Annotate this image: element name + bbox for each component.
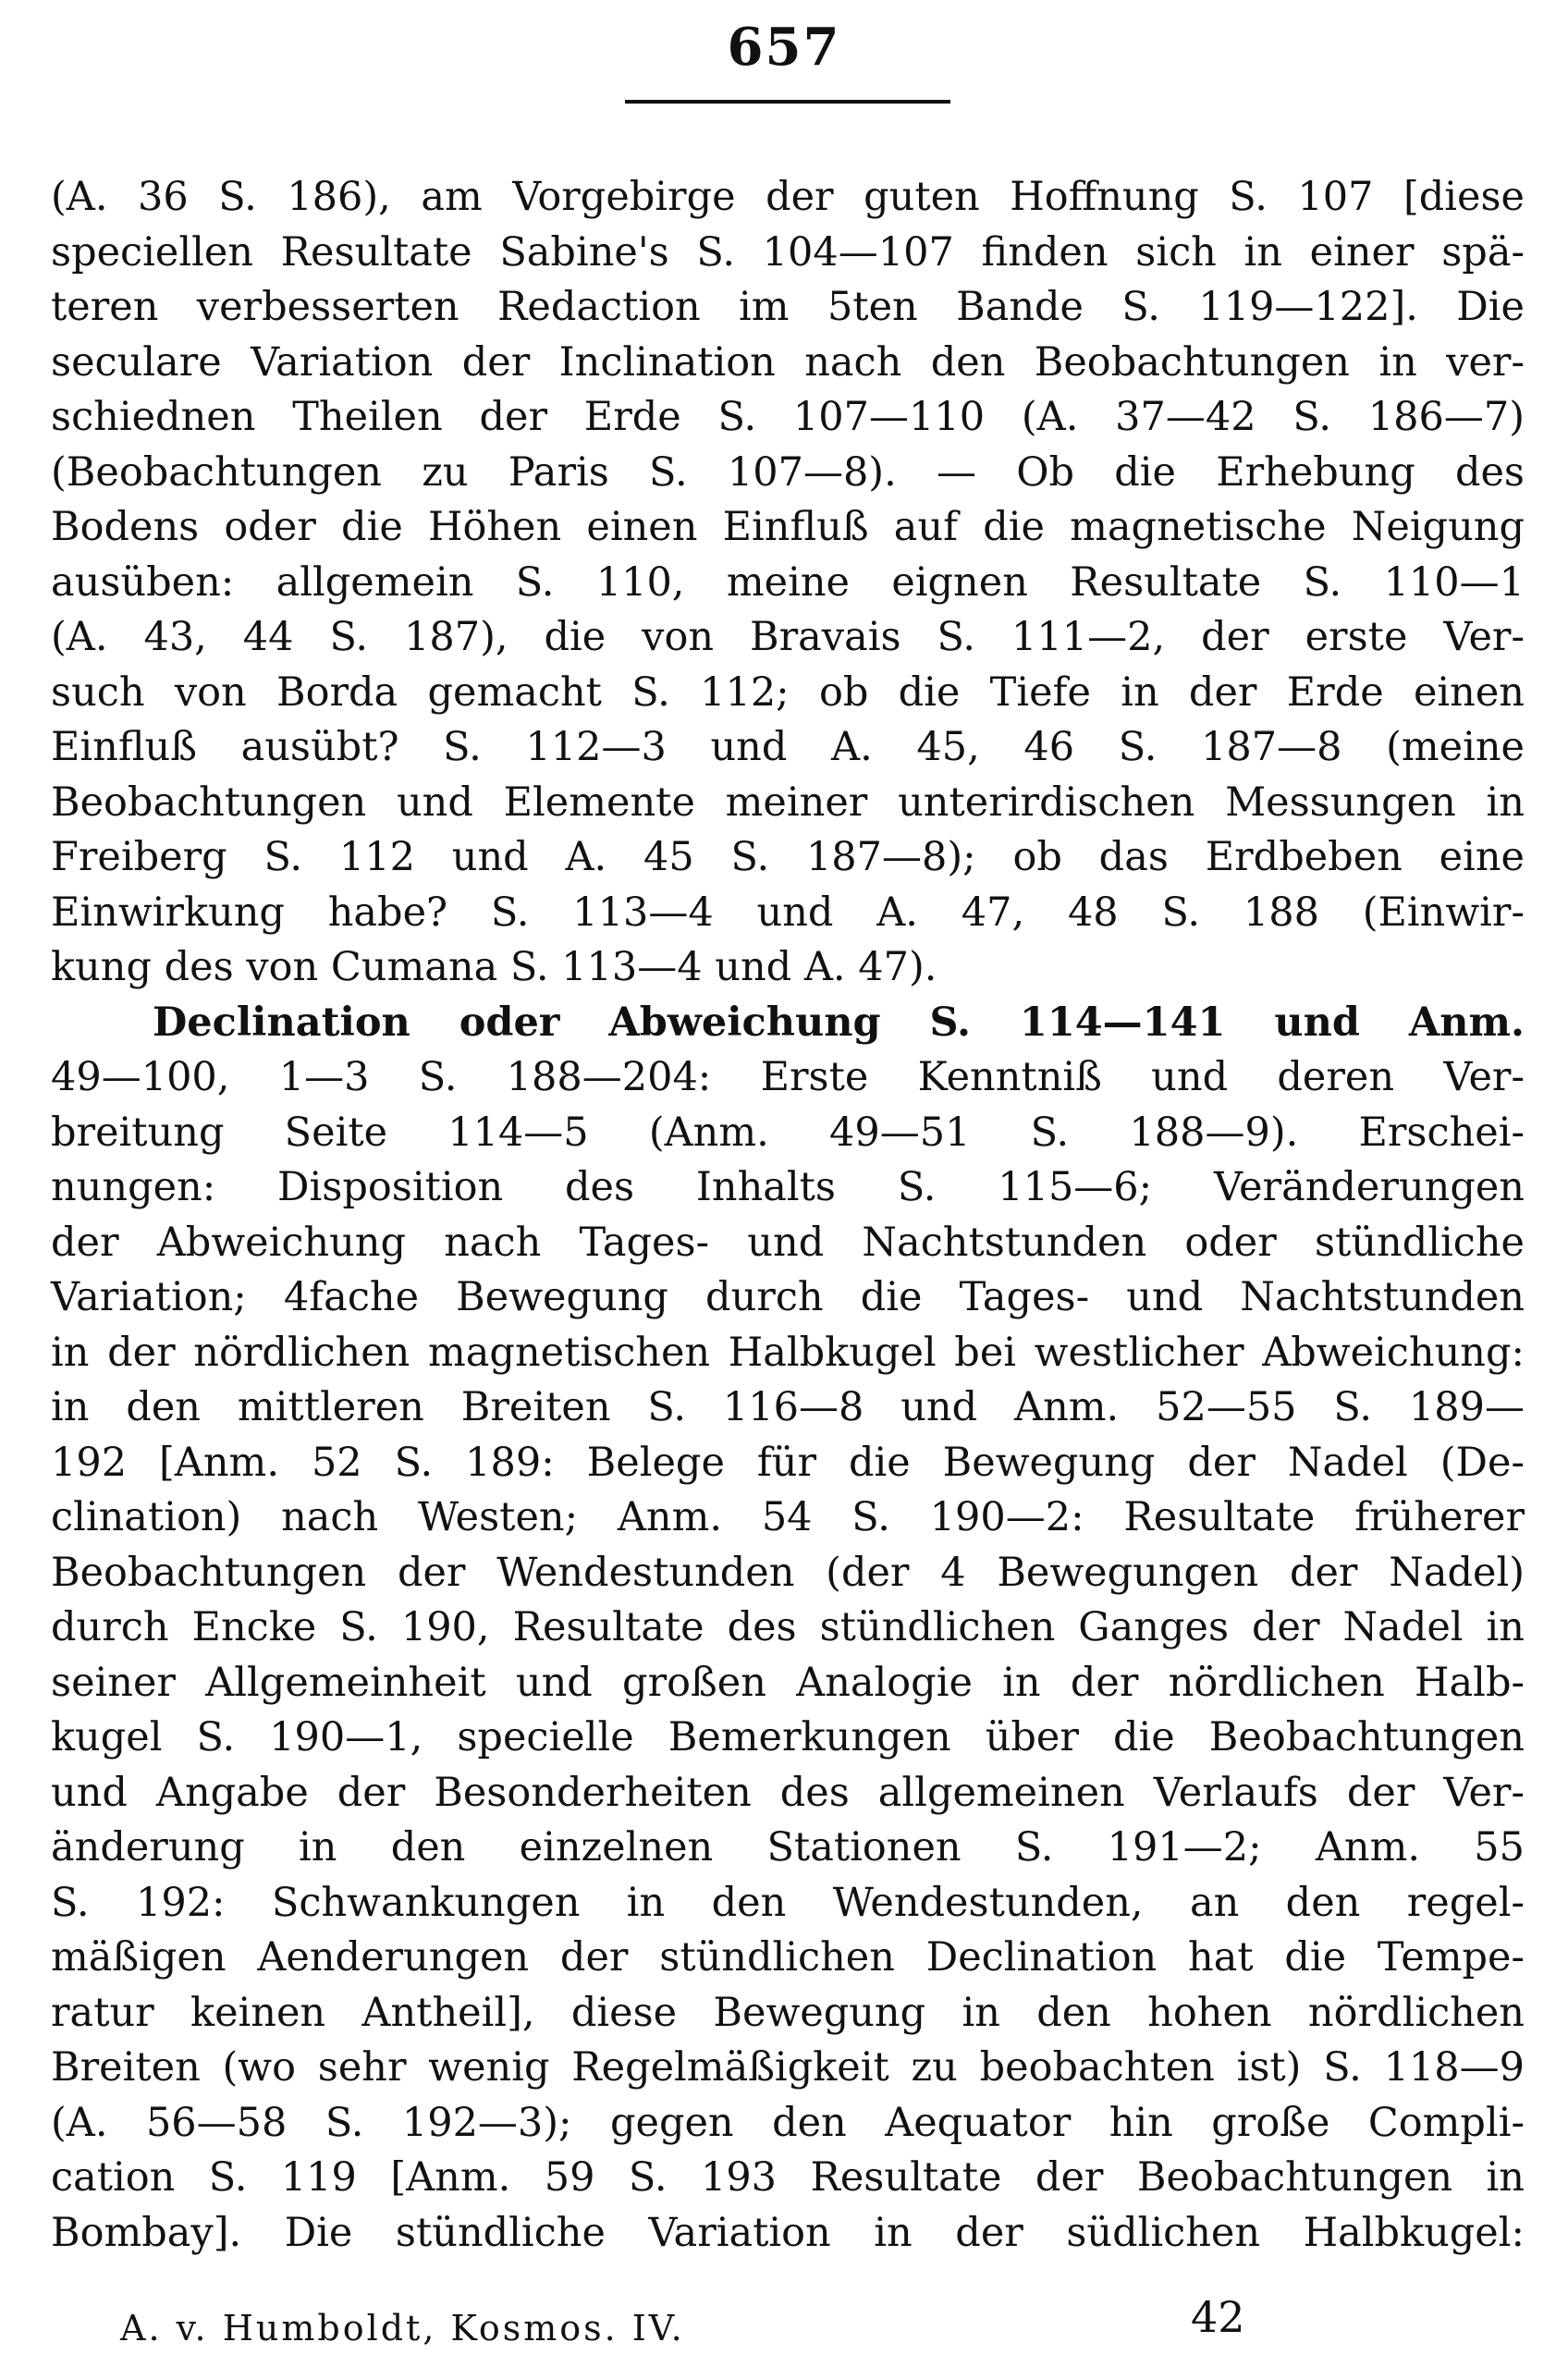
body-text xyxy=(51,170,1525,2261)
text-line: speciellen Resultate Sabine's S. 104—107 finden sich in einer spä- xyxy=(51,228,1525,276)
text-line: kugel S. 190—1, specielle Bemerkungen über die Beobachtungen xyxy=(51,1714,1525,1760)
text-line: Einfluß ausübt? S. 112—3 und A. 45, 46 S. 187—8 (meine xyxy=(51,724,1525,770)
text-line: Breiten (wo sehr wenig Regelmäßigkeit zu beobachten ist) S. 118—9 xyxy=(51,2044,1525,2091)
text-line: (Beobachtungen zu Paris S. 107—8). — Ob die Erhebung des xyxy=(51,448,1525,496)
text-line: Beobachtungen und Elemente meiner unterirdischen Messungen in xyxy=(51,779,1525,826)
text-line: kung des von Cumana S. 113—4 und A. 47). xyxy=(51,944,937,990)
text-line: in den mittleren Breiten S. 116—8 und Anm. 52—55 S. 189— xyxy=(51,1384,1525,1430)
text-line: Variation; 4fache Bewegung durch die Tages- und Nachtstunden xyxy=(51,1274,1525,1320)
text-line: teren verbesserten Redaction im 5ten Bande S. 119—122]. Die xyxy=(51,284,1525,330)
text-line: Bombay]. Die stündliche Variation in der südlichen Halbkugel: xyxy=(51,2209,1525,2256)
text-line: breitung Seite 114—5 (Anm. 49—51 S. 188—9). Erschei- xyxy=(51,1109,1525,1156)
text-line: der Abweichung nach Tages- und Nachtstunden oder stündliche xyxy=(51,1219,1525,1266)
text-line: Bodens oder die Höhen einen Einfluß auf die magnetische Neigung xyxy=(51,504,1525,550)
text-line: mäßigen Aenderungen der stündlichen Declination hat die Tempe- xyxy=(51,1934,1525,1981)
text-line: 49—100, 1—3 S. 188—204: Erste Kenntniß und deren Ver- xyxy=(51,1054,1525,1100)
text-line: Beobachtungen der Wendestunden (der 4 Bewegungen der Nadel) xyxy=(51,1549,1525,1596)
text-line: 192 [Anm. 52 S. 189: Belege für die Bewegung der Nadel (De- xyxy=(51,1439,1525,1486)
page-number: 657 xyxy=(727,17,841,78)
text-line: änderung in den einzelnen Stationen S. 191—2; Anm. 55 xyxy=(51,1824,1525,1870)
header-rule xyxy=(625,100,950,104)
text-line: (A. 56—58 S. 192—3); gegen den Aequator hin große Compli- xyxy=(51,2099,1525,2146)
text-line: such von Borda gemacht S. 112; ob die Tiefe in der Erde einen xyxy=(51,668,1525,716)
text-line: cation S. 119 [Anm. 59 S. 193 Resultate der Beobachtungen in xyxy=(51,2154,1525,2201)
sheet-number: 42 xyxy=(1191,2292,1245,2342)
signature-mark: A. v. Humboldt, Kosmos. IV. xyxy=(120,2308,685,2349)
section-heading-line: Declination oder Abweichung S. 114—141 und Anm. xyxy=(153,999,1525,1046)
text-line: (A. 36 S. 186), am Vorgebirge der guten Hoffnung S. 107 [diese xyxy=(51,174,1525,220)
text-line: clination) nach Westen; Anm. 54 S. 190—2: Resultate früherer xyxy=(51,1494,1525,1540)
text-line: Freiberg S. 112 und A. 45 S. 187—8); ob das Erdbeben eine xyxy=(51,834,1525,880)
text-line: seiner Allgemeinheit und großen Analogie in der nördlichen Halb- xyxy=(51,1659,1525,1706)
text-line: (A. 43, 44 S. 187), die von Bravais S. 111—2, der erste Ver- xyxy=(51,614,1525,660)
text-line: nungen: Disposition des Inhalts S. 115—6; Veränderungen xyxy=(51,1164,1525,1210)
text-line: S. 192: Schwankungen in den Wendestunden, an den regel- xyxy=(51,1879,1525,1926)
text-line: und Angabe der Besonderheiten des allgemeinen Verlaufs der Ver- xyxy=(51,1769,1525,1816)
text-line: in der nördlichen magnetischen Halbkugel bei westlicher Abweichung: xyxy=(51,1329,1525,1376)
text-line: ausüben: allgemein S. 110, meine eignen Resultate S. 110—1 xyxy=(51,558,1525,606)
text-line: ratur keinen Antheil], diese Bewegung in den hohen nördlichen xyxy=(51,1989,1525,2036)
text-line: Einwirkung habe? S. 113—4 und A. 47, 48 S. 188 (Einwir- xyxy=(51,889,1525,936)
text-line: schiednen Theilen der Erde S. 107—110 (A. 37—42 S. 186—7) xyxy=(51,394,1525,440)
page-footer xyxy=(120,2292,1276,2356)
text-line: durch Encke S. 190, Resultate des stündlichen Ganges der Nadel in xyxy=(51,1604,1525,1650)
text-line: seculare Variation der Inclination nach den Beobachtungen in ver- xyxy=(51,338,1525,386)
